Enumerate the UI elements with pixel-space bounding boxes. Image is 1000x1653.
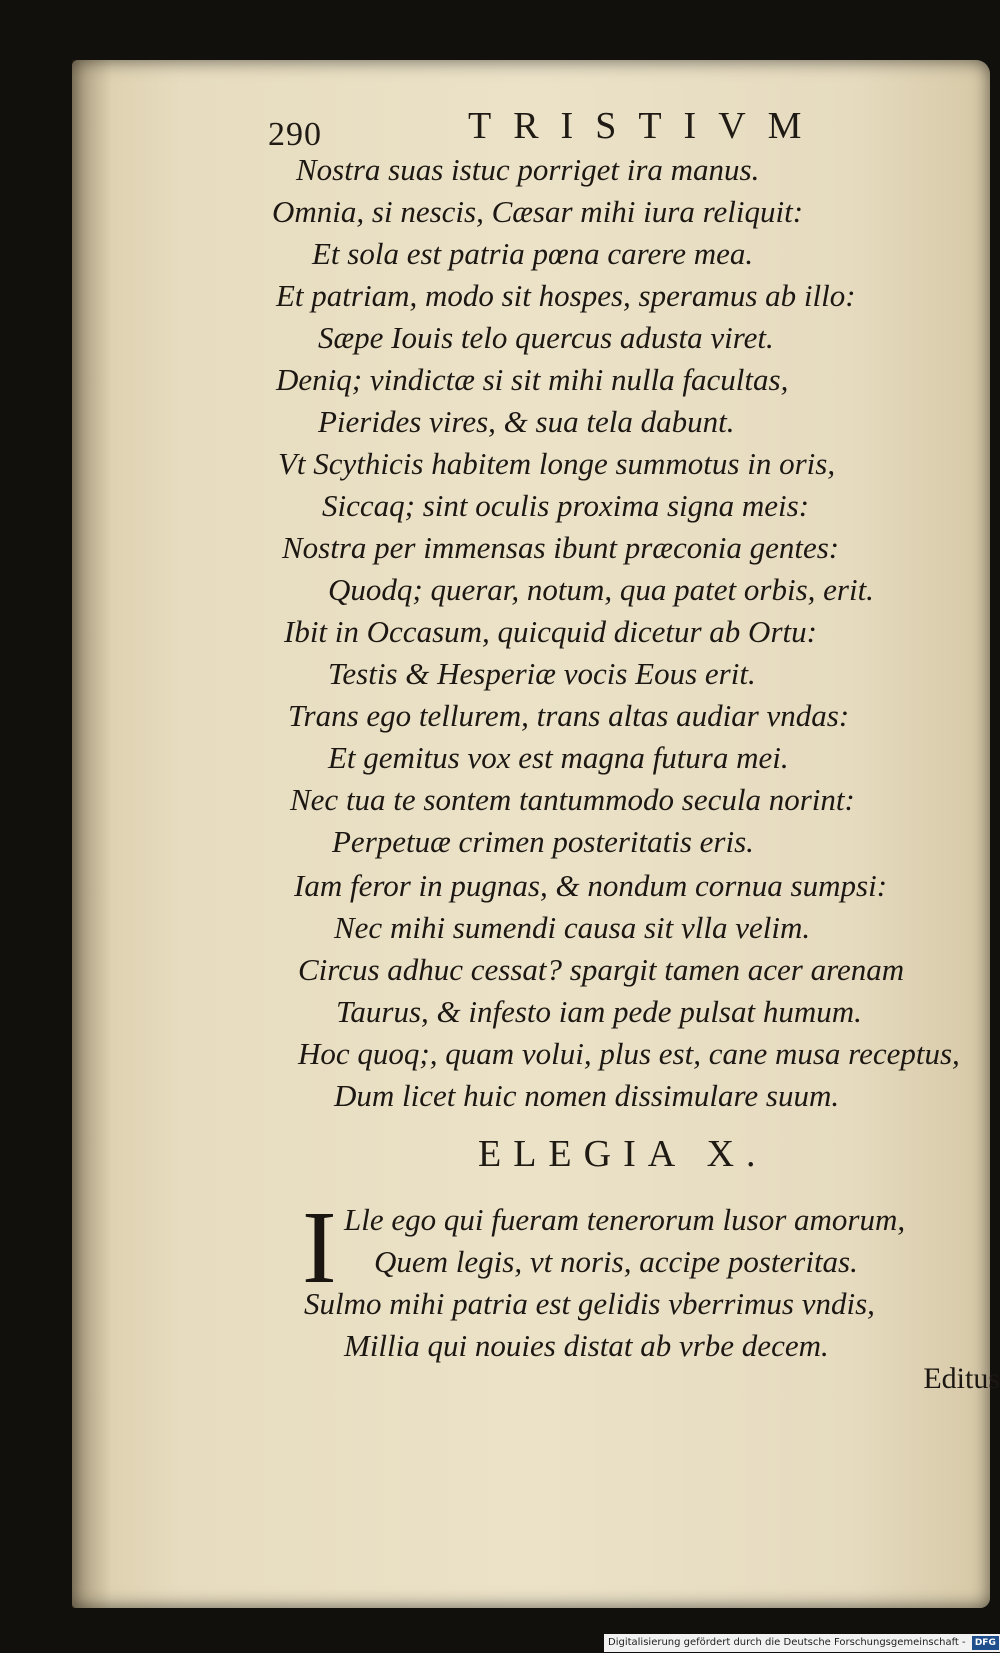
- elegia-line: Lle ego qui fueram tenerorum lusor amorum,: [344, 1202, 906, 1237]
- running-title: TRISTIVM: [468, 105, 824, 147]
- verse-line: Hoc quoq;, quam volui, plus est, cane musa receptus,: [298, 1036, 960, 1071]
- drop-cap: I: [302, 1190, 337, 1305]
- credit-text: Digitalisierung gefördert durch die Deutsche Forschungsgemeinschaft -: [608, 1637, 966, 1648]
- page-number: 290: [268, 116, 322, 153]
- verse-line: Perpetuæ crimen posteritatis eris.: [332, 824, 754, 859]
- verse-line: Et patriam, modo sit hospes, speramus ab illo:: [276, 278, 856, 313]
- elegia-heading: ELEGIA X.: [478, 1133, 768, 1175]
- verse-line: Sæpe Iouis telo quercus adusta viret.: [318, 320, 774, 355]
- verse-line: Nec tua te sontem tantummodo secula norint:: [290, 782, 855, 817]
- verse-line: Testis & Hesperiæ vocis Eous erit.: [328, 656, 756, 691]
- verse-line: Trans ego tellurem, trans altas audiar vndas:: [288, 698, 850, 733]
- verse-line: Nec mihi sumendi causa sit vlla velim.: [334, 910, 811, 945]
- elegia-line: Quem legis, vt noris, accipe posteritas.: [374, 1244, 858, 1279]
- verse-line: Ibit in Occasum, quicquid dicetur ab Ortu:: [284, 614, 817, 649]
- verse-line: Et gemitus vox est magna futura mei.: [328, 740, 789, 775]
- verse-line: Deniq; vindictæ si sit mihi nulla facultas,: [276, 362, 789, 397]
- digitization-credit: [604, 1634, 1000, 1652]
- verse-line: Dum licet huic nomen dissimulare suum.: [334, 1078, 840, 1113]
- verse-line: Circus adhuc cessat? spargit tamen acer arenam: [298, 952, 905, 987]
- verse-line: Nostra suas istuc porriget ira manus.: [296, 152, 760, 187]
- verse-line: Taurus, & infesto iam pede pulsat humum.: [336, 994, 862, 1029]
- verse-line: Pierides vires, & sua tela dabunt.: [318, 404, 735, 439]
- verse-line: Iam feror in pugnas, & nondum cornua sumpsi:: [294, 868, 888, 903]
- verse-line: Et sola est patria pœna carere mea.: [312, 236, 754, 271]
- verse-line: Vt Scythicis habitem longe summotus in oris,: [278, 446, 836, 481]
- elegia-line: Millia qui nouies distat ab vrbe decem.: [344, 1328, 829, 1363]
- verse-line: Omnia, si nescis, Cæsar mihi iura reliquit:: [272, 194, 804, 229]
- dfg-logo-icon: DFG: [972, 1636, 999, 1650]
- verse-line: Siccaq; sint oculis proxima signa meis:: [322, 488, 810, 523]
- running-head: [262, 100, 824, 153]
- verse-line: Quodq; querar, notum, qua patet orbis, erit.: [328, 572, 874, 607]
- catchword: Editus: [923, 1362, 1000, 1395]
- verse-line: Nostra per immensas ibunt præconia gentes:: [282, 530, 840, 565]
- elegia-line: Sulmo mihi patria est gelidis vberrimus vndis,: [304, 1286, 875, 1321]
